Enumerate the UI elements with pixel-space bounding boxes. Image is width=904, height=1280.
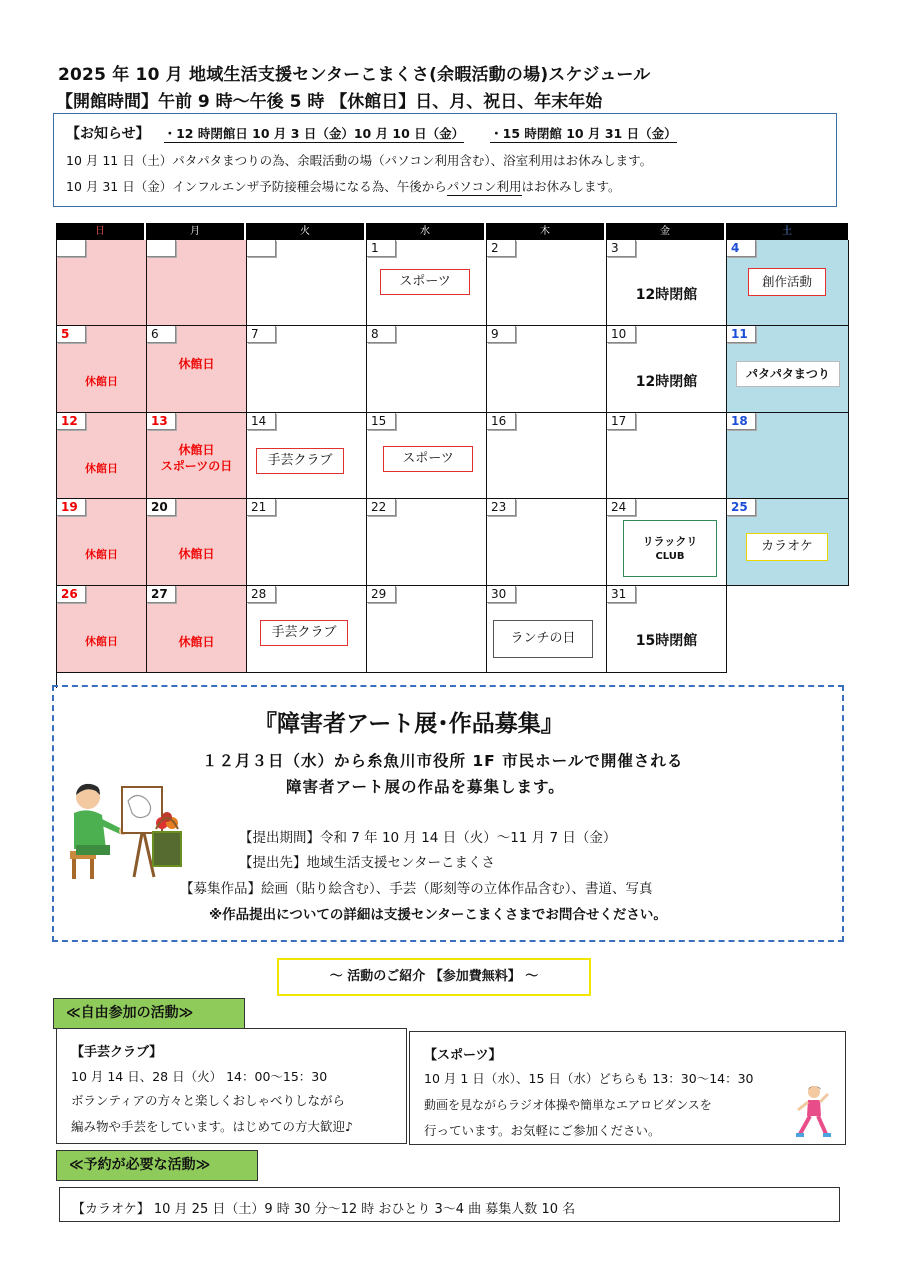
sports-title: 【スポーツ】 (424, 1048, 502, 1063)
calendar-cell-18 (727, 413, 849, 499)
handicraft-desc1: ボランティアの方々と楽しくおしゃべりしながら (71, 1093, 346, 1108)
weekday-wed: 水 (366, 223, 486, 240)
calendar-cell-4 (727, 240, 849, 326)
calendar-cell-22 (367, 499, 487, 586)
karaoke-details: 【カラオケ】 10 月 25 日（土）9 時 30 分～12 時 おひとり 3～4 曲 募集人数 10 名 (72, 1202, 576, 1217)
calendar-cell-2 (487, 240, 607, 326)
art-period: 【提出期間】令和 7 年 10 月 14 日（火）～11 月 7 日（金） (239, 830, 617, 846)
day-number: 13 (147, 413, 176, 430)
event-creative: 創作活動 (748, 268, 826, 296)
art-line1: １２月３日（水）から糸魚川市役所 1F 市民ホールで開催される (202, 752, 684, 770)
weekday-tue: 火 (246, 223, 366, 240)
calendar-cell-3 (607, 240, 727, 326)
event-close15: 15時閉館 (635, 633, 698, 649)
day-number: 9 (487, 326, 516, 343)
notice-line-flu: 10 月 31 日（金）インフルエンザ予防接種会場になる為、午後からパソコン利用はお休みします。 (66, 179, 621, 194)
weekday-sun: 日 (56, 223, 146, 240)
calendar-cell (147, 240, 247, 326)
event-relaxkuri-club: リラックリ CLUB (623, 520, 717, 577)
exercising-woman-icon (794, 1084, 834, 1140)
calendar-cell-24 (607, 499, 727, 586)
day-number: 19 (57, 499, 86, 516)
calendar-cell-16 (487, 413, 607, 499)
event-handicraft: 手芸クラブ (260, 620, 348, 646)
calendar-cell-28 (247, 586, 367, 673)
event-sports: スポーツ (383, 446, 473, 472)
closed-label: 休館日 (178, 547, 215, 561)
day-number: 30 (487, 586, 516, 603)
day-number: 31 (607, 586, 636, 603)
calendar-cell-7 (247, 326, 367, 413)
handicraft-schedule: 10 月 14 日、28 日（火） 14：00～15：30 (71, 1069, 328, 1084)
page-title: 2025 年 10 月 地域生活支援センターこまくさ(余暇活動の場)スケジュール (58, 65, 651, 85)
handicraft-desc2: 編み物や手芸をしています。はじめての方大歓迎♪ (71, 1119, 353, 1134)
calendar-cell-1 (367, 240, 487, 326)
day-number: 18 (727, 413, 756, 430)
day-number: 16 (487, 413, 516, 430)
day-number: 28 (247, 586, 276, 603)
calendar-cell (247, 240, 367, 326)
art-title: 『障害者アート展･作品募集』 (254, 711, 564, 737)
calendar-cell-26 (57, 586, 147, 673)
day-number: 20 (147, 499, 176, 516)
calendar-cell-31 (607, 586, 727, 673)
karaoke-reservation-box (59, 1187, 840, 1222)
art-line2: 障害者アート展の作品を募集します。 (286, 778, 565, 796)
day-number: 10 (607, 326, 636, 343)
day-number: 8 (367, 326, 396, 343)
day-number: 23 (487, 499, 516, 516)
sports-box (409, 1031, 846, 1145)
event-close12: 12時閉館 (635, 287, 698, 303)
day-number: 25 (727, 499, 756, 516)
closed-label: 休館日 (85, 375, 118, 388)
calendar-cell-29 (367, 586, 487, 673)
day-number: 1 (367, 240, 396, 257)
sports-desc2: 行っています。お気軽にご参加ください。 (424, 1123, 661, 1138)
day-number: 21 (247, 499, 276, 516)
day-number: 12 (57, 413, 86, 430)
calendar-cell-30 (487, 586, 607, 673)
notice-heading: 【お知らせ】 (66, 126, 150, 142)
day-number: 26 (57, 586, 86, 603)
calendar-cell-17 (607, 413, 727, 499)
calendar-cell (57, 240, 147, 326)
calendar-cell-14 (247, 413, 367, 499)
event-karaoke: カラオケ (746, 533, 828, 561)
notice-line-patapata: 10 月 11 日（土）パタパタまつりの為、余暇活動の場（パソコン利用含む）、浴室利用はお休みします。 (66, 153, 653, 168)
day-number: 24 (607, 499, 636, 516)
day-number: 7 (247, 326, 276, 343)
calendar-cell-27 (147, 586, 247, 673)
art-works: 【募集作品】絵画（貼り絵含む）、手芸（彫刻等の立体作品含む）、書道、写真 (180, 881, 653, 897)
weekday-fri: 金 (606, 223, 726, 240)
calendar-cell-5 (57, 326, 147, 413)
weekday-thu: 木 (486, 223, 606, 240)
calendar-cell-9 (487, 326, 607, 413)
calendar-cell-13 (147, 413, 247, 499)
calendar-cell-15 (367, 413, 487, 499)
calendar-cell-20 (147, 499, 247, 586)
event-patapata: パタパタまつり (736, 361, 840, 387)
calendar-cell-6 (147, 326, 247, 413)
free-activities-tab: ≪自由参加の活動≫ (53, 998, 245, 1029)
event-lunch: ランチの日 (493, 620, 593, 658)
art-destination: 【提出先】地域生活支援センターこまくさ (239, 855, 495, 871)
weekday-header (56, 223, 848, 240)
calendar-grid (56, 240, 848, 688)
sports-desc1: 動画を見ながらラジオ体操や簡単なエアロビダンスを (424, 1098, 712, 1112)
handicraft-club-box (56, 1028, 407, 1144)
reservation-activities-tab: ≪予約が必要な活動≫ (56, 1150, 258, 1181)
day-number: 2 (487, 240, 516, 257)
art-exhibition-box (52, 685, 844, 942)
day-number: 29 (367, 586, 396, 603)
day-number: 14 (247, 413, 276, 430)
calendar-cell-8 (367, 326, 487, 413)
day-number: 3 (607, 240, 636, 257)
calendar-cell-25 (727, 499, 849, 586)
day-number: 6 (147, 326, 176, 343)
painter-illustration-icon (66, 779, 186, 881)
day-number: 17 (607, 413, 636, 430)
day-number: 4 (727, 240, 756, 257)
art-note: ※作品提出についての詳細は支援センターこまくさまでお問合せください。 (209, 907, 667, 923)
notice-close15: ・15 時閉館 10 月 31 日（金） (490, 126, 677, 141)
handicraft-title: 【手芸クラブ】 (71, 1045, 163, 1060)
calendar-cell-21 (247, 499, 367, 586)
calendar-cell-12 (57, 413, 147, 499)
calendar-cell-10 (607, 326, 727, 413)
closed-label: 休館日 (178, 357, 215, 371)
sports-day-label: スポーツの日 (160, 459, 233, 473)
weekday-sat: 土 (726, 223, 848, 240)
activity-intro-banner: ～ 活動のご紹介 【参加費無料】 ～ (277, 958, 591, 996)
closed-label: 休館日 (178, 635, 215, 649)
calendar-cell-23 (487, 499, 607, 586)
calendar-cell-11 (727, 326, 849, 413)
sports-schedule: 10 月 1 日（水）、15 日（水）どちらも 13：30～14：30 (424, 1071, 754, 1086)
day-number: 22 (367, 499, 396, 516)
closed-label: 休館日 (85, 462, 118, 475)
event-close12: 12時閉館 (635, 374, 698, 390)
calendar-cell-19 (57, 499, 147, 586)
notice-close12: ・12 時閉館日 10 月 3 日（金）10 月 10 日（金） (163, 126, 465, 141)
day-number: 15 (367, 413, 396, 430)
day-number: 5 (57, 326, 86, 343)
event-sports: スポーツ (380, 269, 470, 295)
notice-box (53, 113, 837, 207)
opening-hours: 【開館時間】午前 9 時～午後 5 時 【休館日】日、月、祝日、年末年始 (56, 92, 603, 112)
closed-label: 休館日 (178, 443, 215, 457)
closed-label: 休館日 (85, 548, 118, 561)
weekday-mon: 月 (146, 223, 246, 240)
day-number: 11 (727, 326, 756, 343)
calendar (56, 223, 848, 688)
event-handicraft: 手芸クラブ (256, 448, 344, 474)
day-number: 27 (147, 586, 176, 603)
closed-label: 休館日 (85, 635, 118, 648)
